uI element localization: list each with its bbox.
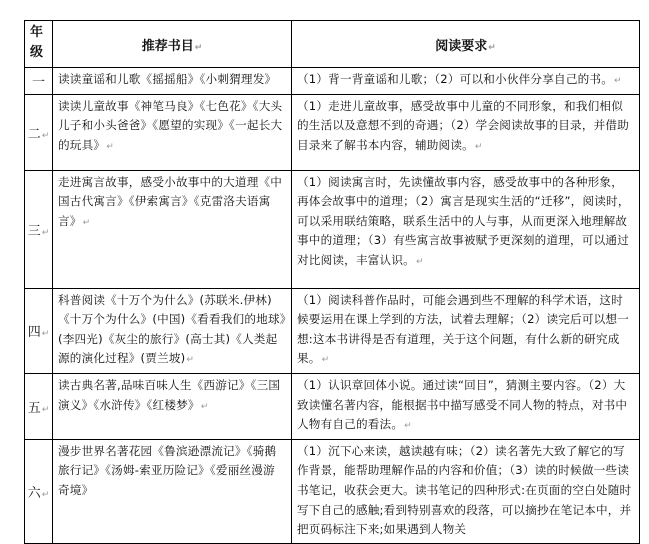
requirements-cell: （1）阅读科普作品时，可能会遇到些不理解的科学术语，这时候要运用在课上学到的方法，试着去理解；（2）读完后可以想一想:这本书讲得是否有道理，关于这个问题，有什么新的研究成果。↵ <box>292 288 640 373</box>
table-row <box>25 288 640 373</box>
table-row <box>25 439 640 543</box>
books-cell: 读读儿童故事《神笔马良》《七色花》《大头儿子和小头爸爸》《愿望的实现》《一起长大的玩具》↵ <box>53 94 292 170</box>
header-requirements: 阅读要求↵ <box>292 21 640 68</box>
books-cell: 科普阅读《十万个为什么》(苏联米.伊林)《十万个为什么》(中国)《看看我们的地球》(李四光)《灰尘的旅行》(高士其)《人类起源的演化过程》(贾兰坡)↵ <box>53 288 292 373</box>
table-row <box>25 170 640 288</box>
requirements-cell: （1）阅读寓言时，先读懂故事内容，感受故事中的各种形象，再体会故事中的道理；（2）寓言是现实生活的“迁移”，阅读时，可以采用联结策略，联系生活中的人与事，从而更深入地理解故事中的道理；（3）有些寓言故事被赋予更深刻的道理，可以通过对比阅读，丰富认识。↵ <box>292 170 640 288</box>
requirements-cell: （1）沉下心来读，越读越有味；（2）读名著先大致了解它的写作背景，能帮助理解作品的内容和价值；（3）读的时候做一些读书笔记，收获会更大。读书笔记的四种形式:在页面的空白处随时写下自己的感触;看到特别喜欢的段落，可以摘抄在笔记本中，并把页码标注下来;如果遇到人物关 <box>292 439 640 543</box>
requirements-cell: （1）背一背童谣和儿歌；（2）可以和小伙伴分享自己的书。↵ <box>292 68 640 95</box>
books-cell: 读古典名著,品味百味人生《西游记》《三国演义》《水浒传》《红楼梦》↵ <box>53 373 292 439</box>
requirements-cell: （1）走进儿童故事，感受故事中儿童的不同形象，和我们相似的生活以及意想不到的奇遇；（2）学会阅读故事的目录，并借助目录来了解书本内容，辅助阅读。↵ <box>292 94 640 170</box>
books-cell: 漫步世界名著花园《鲁滨逊漂流记》《骑鹅旅行记》《汤姆-索亚历险记》《爱丽丝漫游奇境》 <box>53 439 292 543</box>
table-row <box>25 373 640 439</box>
grade-cell: 一 <box>25 68 53 95</box>
grade-cell: 四↵ <box>25 288 53 373</box>
table-header-row <box>25 21 640 68</box>
requirements-cell: （1）认识章回体小说。通过读“回目”，猜测主要内容。（2）大致读懂名著内容，能根据书中描写感受不同人物的特点，对书中人物有自己的看法。↵ <box>292 373 640 439</box>
table-row <box>25 68 640 95</box>
reading-list-table <box>24 20 640 544</box>
books-cell: 走进寓言故事，感受小故事中的大道理《中国古代寓言》《伊索寓言》《克雷洛夫语寓言》↵ <box>53 170 292 288</box>
table-row <box>25 94 640 170</box>
books-cell: 读读童谣和儿歌《摇摇船》《小刺猬理发》 <box>53 68 292 95</box>
header-books: 推荐书目↵ <box>53 21 292 68</box>
grade-cell: 三↵ <box>25 170 53 288</box>
grade-cell: 五↵ <box>25 373 53 439</box>
grade-cell: 二↵ <box>25 94 53 170</box>
grade-cell: 六↵ <box>25 439 53 543</box>
header-grade: 年级 <box>25 21 53 68</box>
